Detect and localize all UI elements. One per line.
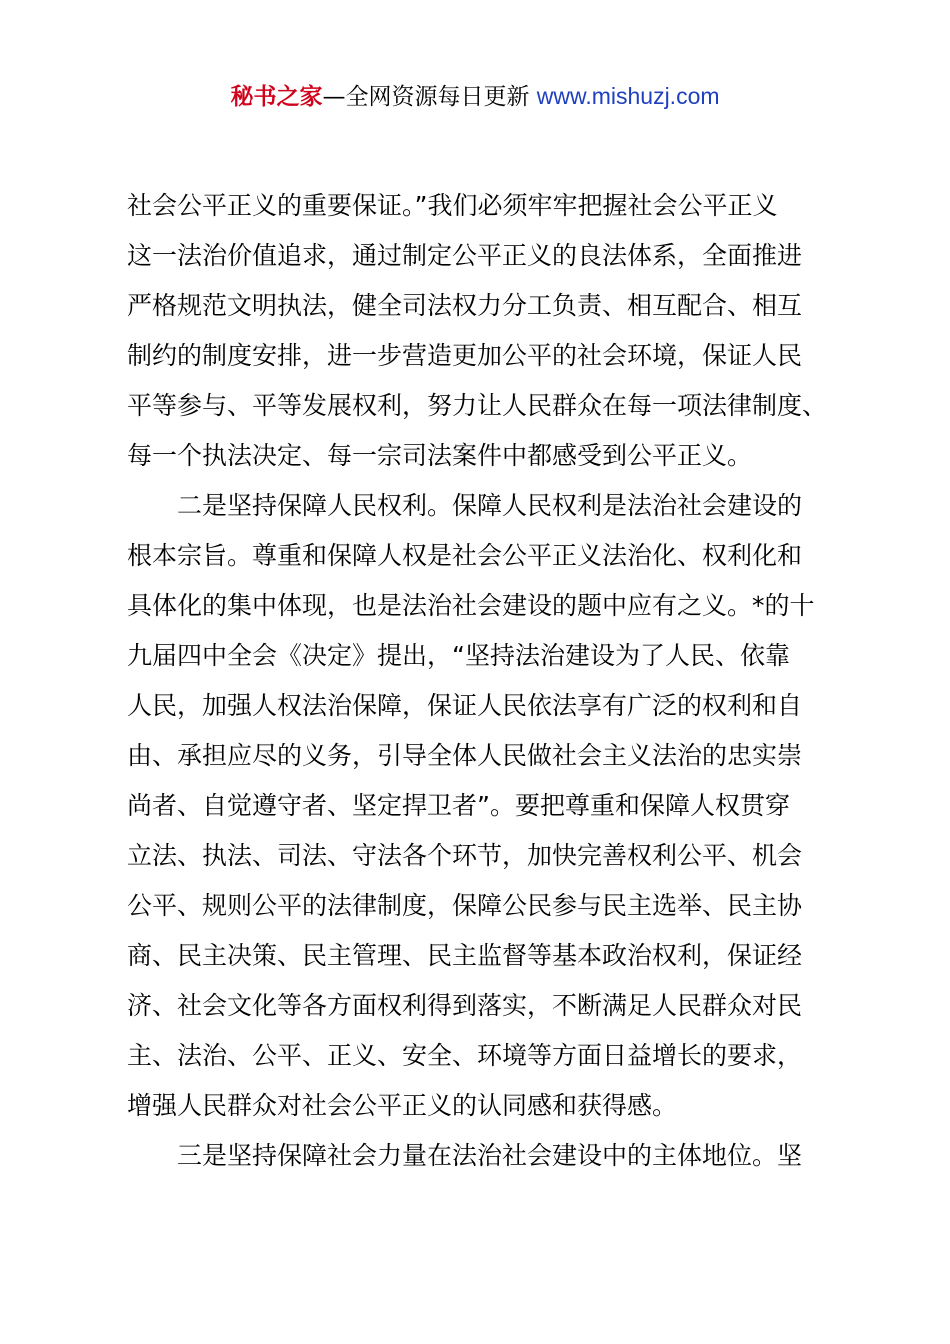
brand-name: 秘书之家 <box>230 84 323 110</box>
paragraph-start-line: 三是坚持保障社会力量在法治社会建设中的主体地位。坚 <box>177 1141 803 1170</box>
text-line: 公平、规则公平的法律制度，保障公民参与民主选举、民主协 <box>127 891 803 920</box>
text-line: 济、社会文化等各方面权利得到落实，不断满足人民群众对民 <box>127 991 803 1020</box>
text-line: 尚者、自觉遵守者、坚定捍卫者”。要把尊重和保障人权贯穿 <box>127 791 790 820</box>
text-line: 社会公平正义的重要保证。”我们必须牢牢把握社会公平正义 <box>127 191 778 220</box>
page-header <box>0 80 950 113</box>
site-url-link[interactable]: www.mishuzj.com <box>536 83 720 109</box>
header-tagline: —全网资源每日更新 <box>322 84 537 110</box>
document-body <box>127 181 833 1181</box>
text-line: 严格规范文明执法，健全司法权力分工负责、相互配合、相互 <box>127 291 803 320</box>
paragraph-start-line: 二是坚持保障人民权利。保障人民权利是法治社会建设的 <box>177 491 803 520</box>
text-line: 每一个执法决定、每一宗司法案件中都感受到公平正义。 <box>127 441 753 470</box>
text-line: 这一法治价值追求，通过制定公平正义的良法体系，全面推进 <box>127 241 803 270</box>
text-line: 由、承担应尽的义务，引导全体人民做社会主义法治的忠实崇 <box>127 741 803 770</box>
text-line: 立法、执法、司法、守法各个环节，加快完善权利公平、机会 <box>127 841 803 870</box>
text-line: 九届四中全会《决定》提出，“坚持法治建设为了人民、依靠 <box>127 641 790 670</box>
text-line: 制约的制度安排，进一步营造更加公平的社会环境，保证人民 <box>127 341 803 370</box>
text-line: 平等参与、平等发展权利，努力让人民群众在每一项法律制度、 <box>127 391 828 420</box>
text-line: 具体化的集中体现，也是法治社会建设的题中应有之义。*的十 <box>127 591 815 620</box>
text-line: 主、法治、公平、正义、安全、环境等方面日益增长的要求， <box>127 1041 803 1070</box>
text-line: 根本宗旨。尊重和保障人权是社会公平正义法治化、权利化和 <box>127 541 803 570</box>
text-line: 增强人民群众对社会公平正义的认同感和获得感。 <box>127 1091 678 1120</box>
text-line: 人民，加强人权法治保障，保证人民依法享有广泛的权利和自 <box>127 691 803 720</box>
text-line: 商、民主决策、民主管理、民主监督等基本政治权利，保证经 <box>127 941 803 970</box>
